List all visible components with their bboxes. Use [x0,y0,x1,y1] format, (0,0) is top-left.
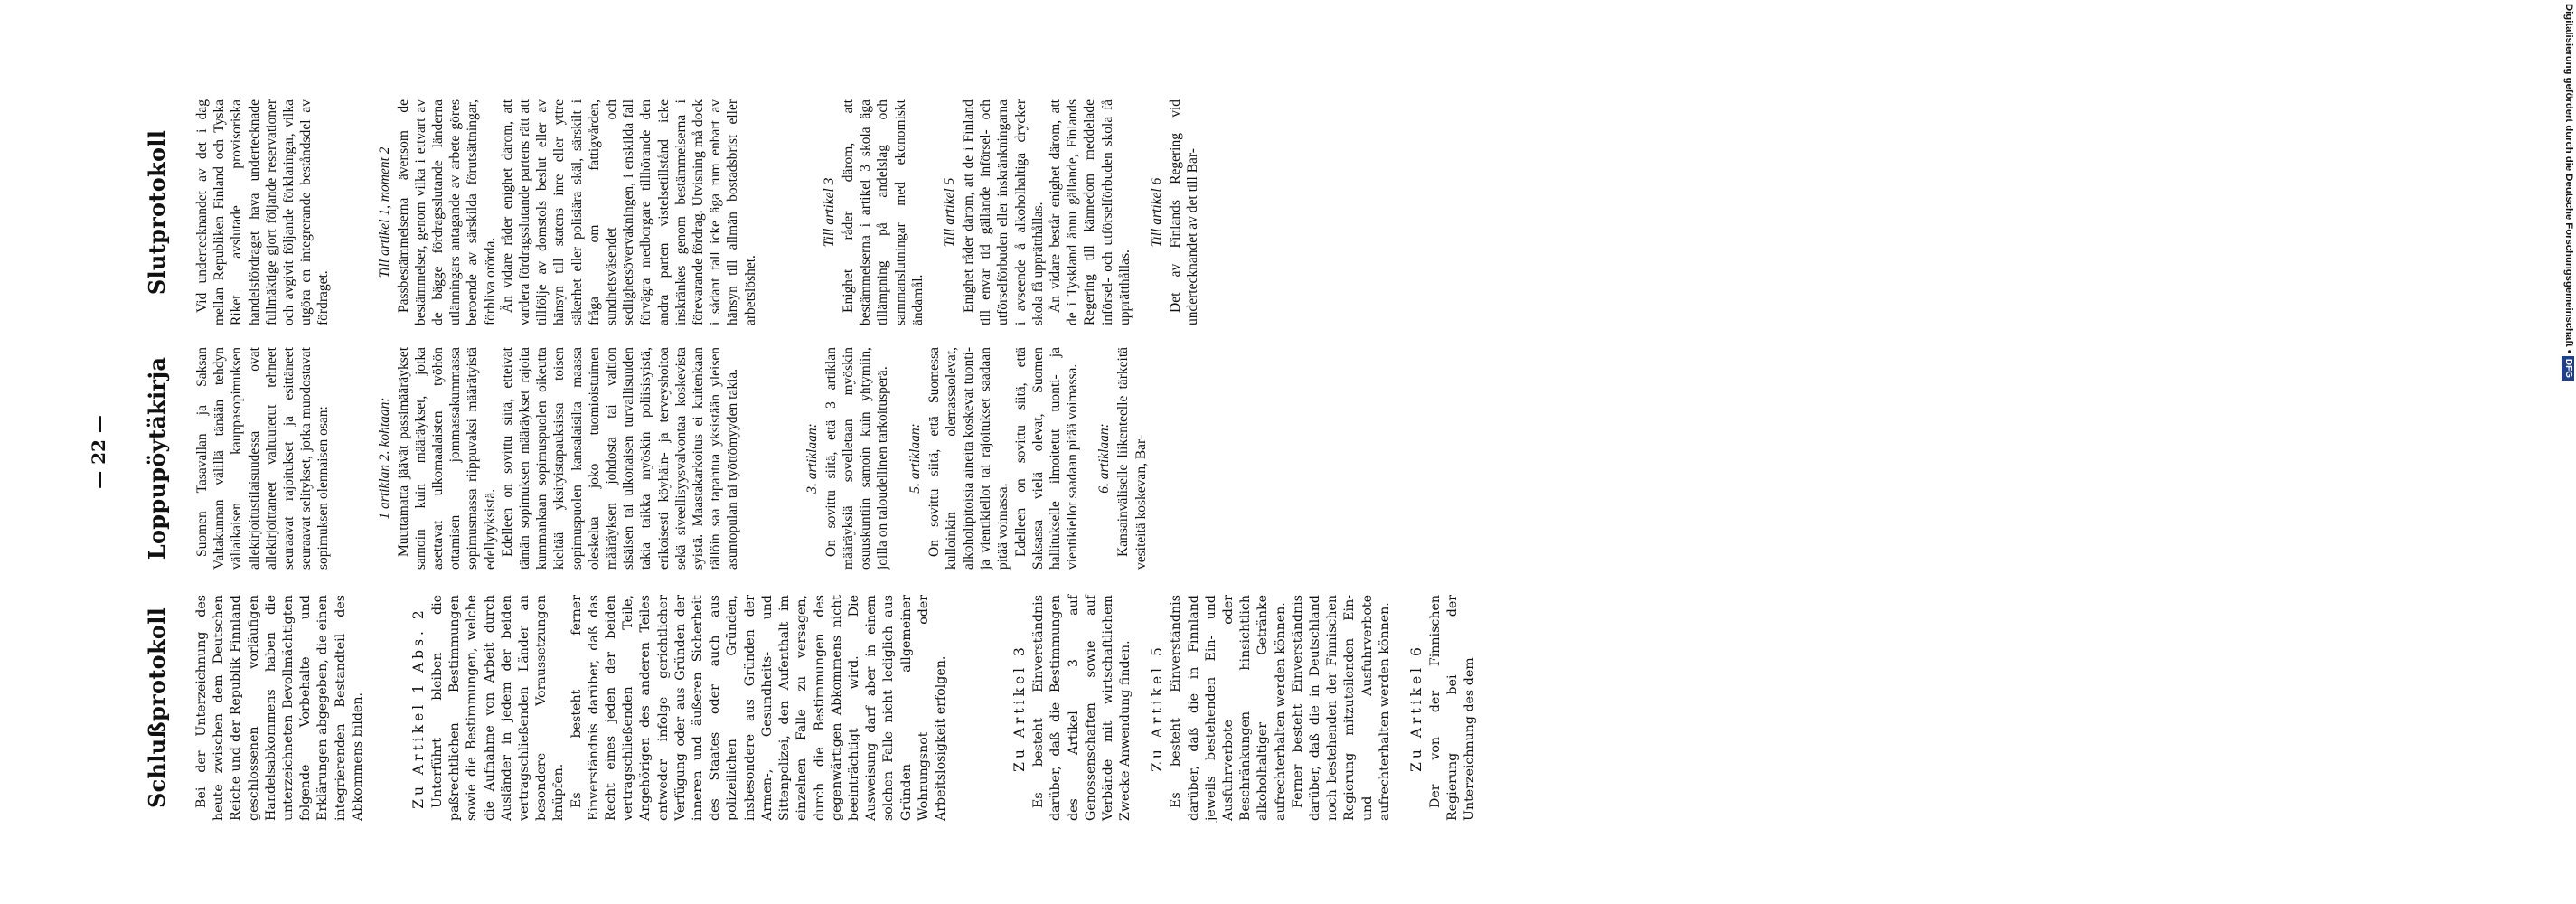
finnish-article-5-para-1: On sovittu siitä, että Suomessa kulloinkin olemassaolevat, alkoholipitoisia aineita koskevat tuonti- ja vientikiellot tai rajoitukset saadaan pitää voimassa. [926,347,1011,570]
german-heading-article-3: Zu Artikel 3 [1011,644,1029,772]
german-article-5-para-2: Ferner besteht Einverständnis darüber, daß die in Deutschland noch bestehenden der Finnischen Regierung mitzuteilenden Ein- und Ausfuhrverbote aufrechterhalten werden können. [1290,595,1392,821]
german-article-5-para-1: Es besteht Einverständnis darüber, daß die in Finnland jeweils bestehenden Ein- und Ausfuhrverbote oder Beschränkungen hinsichtlich alkoholhaltiger Getränke aufrechterhalten werden können. [1169,595,1288,821]
dfg-logo-badge: DFG [2562,356,2574,381]
swedish-article-3-para: Enighet råder därom, att bestämmelserna i artikel 3 skola äga tillämpning på andelslag och sammanslutningar med ekonomiskt ändamål. [840,99,926,325]
german-heading-article-5: Zu Artikel 5 [1149,644,1166,772]
swedish-article-6-para: Det av Finlands Regering vid undertecknandet av det till Bar- [1167,99,1201,325]
finnish-article-6-para: Kansainväliselle liikenteelle tärkeitä vesiteitä koskevan, Bar- [1115,347,1149,570]
swedish-article-5-para-1: Enighet råder därom, att de i Finland till envar tid gällande införsel- och utförselförbuden eller inskränkningarna i avseende å alkoholhaltiga drycker skola få upprätthållas. [960,99,1046,325]
watermark-text: Digitalisierung gefördert durch die Deutsche Forschungsgemeinschaft • [2563,4,2574,353]
german-heading-article-6: Zu Artikel 6 [1407,644,1424,772]
german-intro: Bei der Unterzeichnung des heute zwischen dem Deutschen Reiche und der Republik Finnland geschlossenen vorläufigen Handelsabkommens haben die unterzeichneten Bevollmächtigten folgende Vorbehalte und Erklärungen abgegeben, die einen integrierenden Bestandteil des Abkommens bilden. [194,595,365,821]
finnish-article-3-para: On sovittu siitä, että 3 artiklan määräyksiä sovelletaan myöskin osuuskuntiin samoin kuin yhtymiin, joilla on taloudellinen tarkoitusperä. [823,347,891,570]
finnish-heading-article-3: 3. artiklaan: [804,423,820,494]
german-article-3-para: Es besteht Einverständnis darüber, daß die Bestimmungen des Artikel 3 auf Genossenschaften sowie auf Verbände mit wirtschaftlichem Zwecke Anwendung finden. [1031,595,1133,821]
finnish-heading-article-6: 6. artiklaan: [1096,423,1113,494]
swedish-intro: Vid undertecknandet av det i dag mellan Republiken Finland och Tyska Riket avslutade provisoriska handelsfördraget hava undertecknade fullmäktige gjort följande reservationer och avgivit följande förklaringar, vilka utgöra en integrerande beståndsdel av fördraget. [194,99,332,325]
finnish-heading-article-1: 1 artiklan 2. kohtaan: [376,397,392,520]
finnish-title: Loppupöytäkirja [144,356,170,560]
swedish-column [145,99,1201,325]
german-title: Schlußprotokoll [144,607,170,809]
page-number: — 22 — [88,415,109,489]
swedish-article-1-para-2: Än vidare råder enighet därom, att vardera fördragsslutande partens rätt att tillfölje av domstols beslut eller av hänsyn till statens inre eller yttre säkerhet eller polisiära skäl, särskilt i fråga om fattigvården, sundhetsväsendet och sedlighetsövervakningen, i enskilda fall förvägra medborgare tillhörande den andra parten vistelsetillstånd icke inskränkes genom bestämmelserna i förevarande fördrag. Utvisning må dock i sådant fall icke äga rum enbart av hänsyn till allmän bostadsbrist eller arbetslöshet. [499,99,758,325]
swedish-heading-article-5: Till artikel 5 [941,177,957,248]
finnish-article-5-para-2: Edelleen on sovittu siitä, että Saksassa vielä olevat, Suomen hallitukselle ilmoitetut tuonti- ja vientikiellot saadaan pitää voimassa. [1012,347,1081,570]
swedish-title: Slutprotokoll [144,129,170,296]
swedish-heading-article-3: Till artikel 3 [821,177,837,248]
finnish-intro: Suomen Tasavallan ja Saksan Valtakunnan välillä tänään tehdyn väliaikaisen kauppasopimuksen allekirjoitustilaisuudessa ovat allekirjoittaneet valtuutetut tehneet seuraavat rajoitukset ja esittäneet seuraavat selitykset, jotka muodostavat sopimuksen olennaisen osan: [194,347,332,570]
swedish-heading-article-6: Till artikel 6 [1148,177,1164,248]
finnish-column [145,347,1150,570]
finnish-heading-article-5: 5. artiklaan: [907,423,923,494]
finnish-article-1-para-2: Edelleen on sovittu siitä, etteivät tämän sopimuksen määräykset rajoita kummankaan sopimuspuolen oikeutta kieltää yksityistapauksissa toisen sopimuspuolen kansalaisilta maassa oleskelua joko tuomioistuimen määräyksen johdosta tai valtion sisäisen tai ulkonaisen turvallisuuden takia taikka myöskin poliisisyistä, erikoisesti köyhäin- ja terveyshoitoa sekä siveellisyysvalvontaa koskevista syistä. Maastakarkoitus ei kuitenkaan tällöin saa tapahtua yksistään yleisen asuntopulan tai työttömyyden takia. [499,347,741,570]
swedish-article-5-para-2: Än vidare består enighet därom, att de i Tyskland ännu gällande, Finlands Regering till kännedom meddelade införsel- och utförselförbuden skola få upprätthållas. [1047,99,1133,325]
finnish-article-1-para-1: Muuttamatta jäävät passimääräykset samoin kuin määräykset, jotka asettavat ulkomaalaisten työhön ottamisen jommassakummassa sopimusmassa riippuvaksi määrätyistä edellytyksistä. [395,347,498,570]
german-heading-article-1: Zu Artikel 1 Abs. 2 [410,607,428,809]
swedish-article-1-para-1: Passbestämmelserna ävensom de bestämmelser, genom vilka i ettvart av de bägge fördragsslutande länderna utlänningars antagande av arbete göres beroende av särskilda förutsättningar, förbliva orörda. [395,99,498,325]
swedish-heading-article-1: Till artikel 1, moment 2 [376,146,392,278]
german-article-1-para-2: Es besteht ferner Einverständnis darüber, daß das Recht eines jeden der beiden vertragschließenden Teile, Angehörigen des anderen Teiles entweder infolge gerichtlicher Verfügung oder aus Gründen der inneren und äußeren Sicherheit des Staates oder auch aus polizeilichen Gründen, insbesondere aus Gründen der Armen-, Gesundheits- und Sittenpolizei, den Aufenthalt im einzelnen Falle zu versagen, durch die Bestimmungen des gegenwärtigen Abkommens nicht beeinträchtigt wird. Die Ausweisung darf aber in einem solchen Falle nicht lediglich aus Gründen allgemeiner Wohnungsnot oder Arbeitslosigkeit erfolgen. [569,595,948,821]
german-article-1-para-1: Unterführt bleiben die paßrechtlichen Bestimmungen sowie die Bestimmungen, welche die Aufnahme von Arbeit durch Ausländer in jedem der beiden vertragschließenden Länder an besondere Voraussetzungen knüpfen. [430,595,567,821]
german-article-6-para: Der von der Finnischen Regierung bei der Unterzeichnung des dem [1427,595,1478,821]
